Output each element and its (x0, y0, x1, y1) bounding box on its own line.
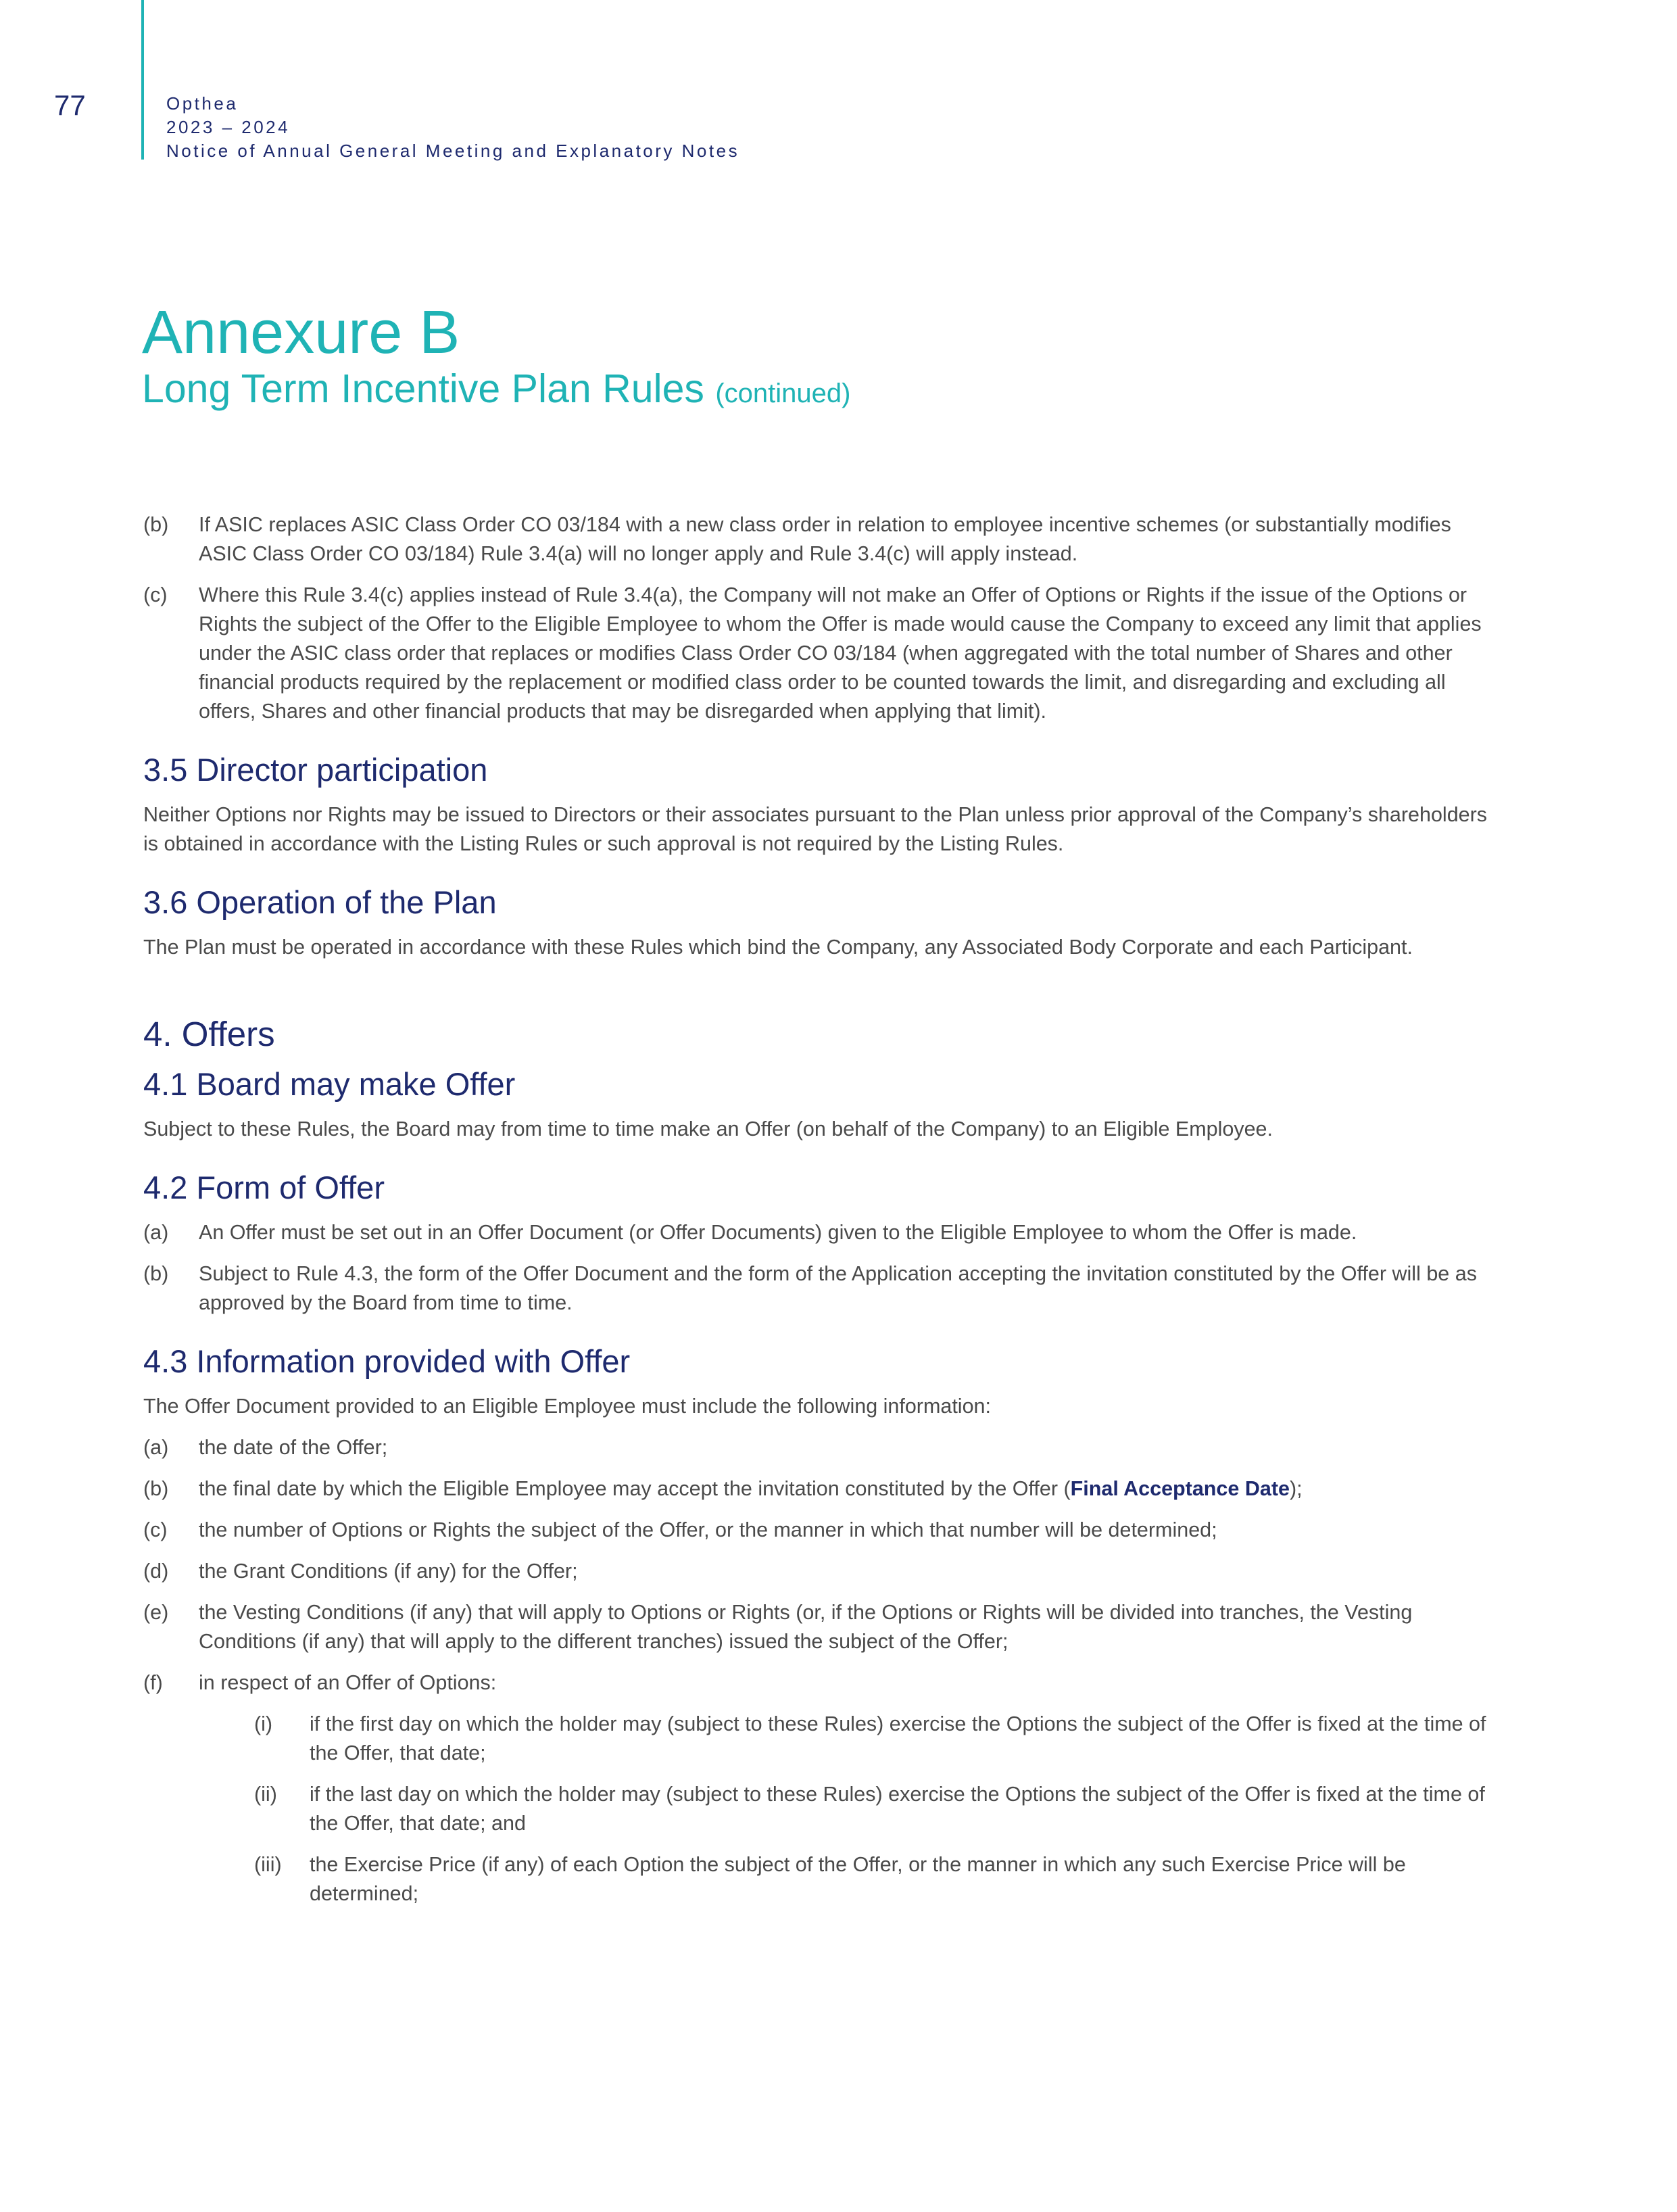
sub-list (254, 1710, 1495, 1908)
header-company: Opthea (166, 93, 239, 114)
item-text: Subject to Rule 4.3, the form of the Offer Document and the form of the Application accepting the invitation constituted by the Offer will be as approved by the Board from time to time. (199, 1262, 1477, 1314)
section-text-3-5: Neither Options nor Rights may be issued to Directors or their associates pursuant to the Plan unless prior approval of the Company’s shareholders is obtained in accordance with the Listing Rules or such approval is not required by the Listing Rules. (143, 803, 1488, 855)
section-heading-4-2: 4.2 Form of Offer (143, 1170, 385, 1205)
item-label: (b) (143, 1262, 169, 1285)
item-label: (b) (143, 1477, 169, 1500)
item-text: the number of Options or Rights the subject of the Offer, or the manner in which that number will be determined; (199, 1518, 1217, 1541)
item-label: (c) (143, 1518, 168, 1541)
list-item (143, 1557, 1495, 1586)
item-label: (e) (143, 1601, 169, 1624)
item-text: the date of the Offer; (199, 1436, 388, 1459)
defined-term: Final Acceptance Date (1070, 1477, 1290, 1500)
item-text: the Vesting Conditions (if any) that will apply to Options or Rights (or, if the Options or Rights will be divided into tranches, the Vesting Conditions (if any) that will apply to the different tranches) issued the subject of the Offer; (199, 1601, 1413, 1653)
list-item (143, 1259, 1495, 1318)
page-title: Annexure B (142, 299, 460, 366)
document-body (143, 510, 1495, 1921)
list-item (143, 1433, 1495, 1462)
section-text-4-1: Subject to these Rules, the Board may from time to time make an Offer (on behalf of the Company) to an Eligible Employee. (143, 1117, 1273, 1140)
list-item (143, 1598, 1495, 1656)
subtitle-continued: (continued) (715, 379, 851, 408)
item-label: (f) (143, 1671, 163, 1694)
item-text: the Grant Conditions (if any) for the Offer; (199, 1560, 578, 1583)
section-intro-4-3: The Offer Document provided to an Eligible Employee must include the following information: (143, 1395, 991, 1418)
header-years: 2023 – 2024 (166, 117, 291, 137)
list-item (143, 1668, 1495, 1908)
item-text-before: the final date by which the Eligible Employee may accept the invitation constituted by the Offer ( (199, 1477, 1071, 1500)
list-item (143, 1218, 1495, 1247)
item-text: An Offer must be set out in an Offer Document (or Offer Documents) given to the Eligible Employee to whom the Offer is made. (199, 1221, 1357, 1244)
page-number: 77 (54, 89, 86, 121)
item-label: (b) (143, 513, 169, 536)
list-item (143, 1474, 1495, 1504)
list-item (143, 1516, 1495, 1545)
item-text (199, 1477, 1303, 1500)
page-subtitle (142, 365, 850, 417)
running-header (166, 92, 739, 163)
section-heading-4-3: 4.3 Information provided with Offer (143, 1343, 631, 1379)
item-text: If ASIC replaces ASIC Class Order CO 03/184 with a new class order in relation to employee incentive schemes (or substantially modifies ASIC Class Order CO 03/184) Rule 3.4(a) will no longer apply and Rule 3.4(c) will apply instead. (199, 513, 1451, 565)
item-label: (d) (143, 1560, 169, 1583)
sub-item-label: (ii) (254, 1783, 277, 1806)
section-text-3-6: The Plan must be operated in accordance with these Rules which bind the Company, any Associated Body Corporate and each Participant. (143, 936, 1413, 959)
sub-item-label: (iii) (254, 1853, 282, 1876)
item-text: Where this Rule 3.4(c) applies instead of Rule 3.4(a), the Company will not make an Offer of Options or Rights if the issue of the Options or Rights the subject of the Offer to the Eligible Employee to whom the Offer is made would cause the Company to exceed any limit that applies under the ASIC class order that replaces or modifies Class Order CO 03/184 (when aggregated with the total number of Shares and other financial products required by the replacement or modified class order to be counted towards the limit, and disregarding and excluding all offers, Shares and other financial products that may be disregarded when applying that limit). (199, 583, 1482, 723)
sub-item-label: (i) (254, 1712, 273, 1735)
section-heading-3-5: 3.5 Director participation (143, 752, 488, 788)
item-label: (c) (143, 583, 168, 606)
item-label: (a) (143, 1436, 169, 1459)
subtitle-text: Long Term Incentive Plan Rules (142, 366, 704, 411)
section-heading-4-1: 4.1 Board may make Offer (143, 1066, 516, 1102)
item-text-after: ); (1289, 1477, 1303, 1500)
sub-item-text: if the last day on which the holder may (subject to these Rules) exercise the Options the subject of the Offer is fixed at the time of the Offer, that date; and (310, 1783, 1485, 1835)
section-heading-3-6: 3.6 Operation of the Plan (143, 884, 497, 920)
item-text: in respect of an Offer of Options: (199, 1671, 497, 1694)
sub-item-text: if the first day on which the holder may (subject to these Rules) exercise the Options the subject of the Offer is fixed at the time of the Offer, that date; (310, 1712, 1486, 1764)
header-document: Notice of Annual General Meeting and Explanatory Notes (166, 141, 740, 161)
sub-item-text: the Exercise Price (if any) of each Option the subject of the Offer, or the manner in which any such Exercise Price will be determined; (310, 1853, 1406, 1905)
section-heading-4: 4. Offers (143, 1015, 275, 1053)
list-item (143, 581, 1495, 726)
header-accent-line (141, 0, 144, 160)
sub-list-item (254, 1780, 1495, 1838)
list-item (143, 510, 1495, 569)
sub-list-item (254, 1850, 1495, 1908)
sub-list-item (254, 1710, 1495, 1768)
item-label: (a) (143, 1221, 169, 1244)
